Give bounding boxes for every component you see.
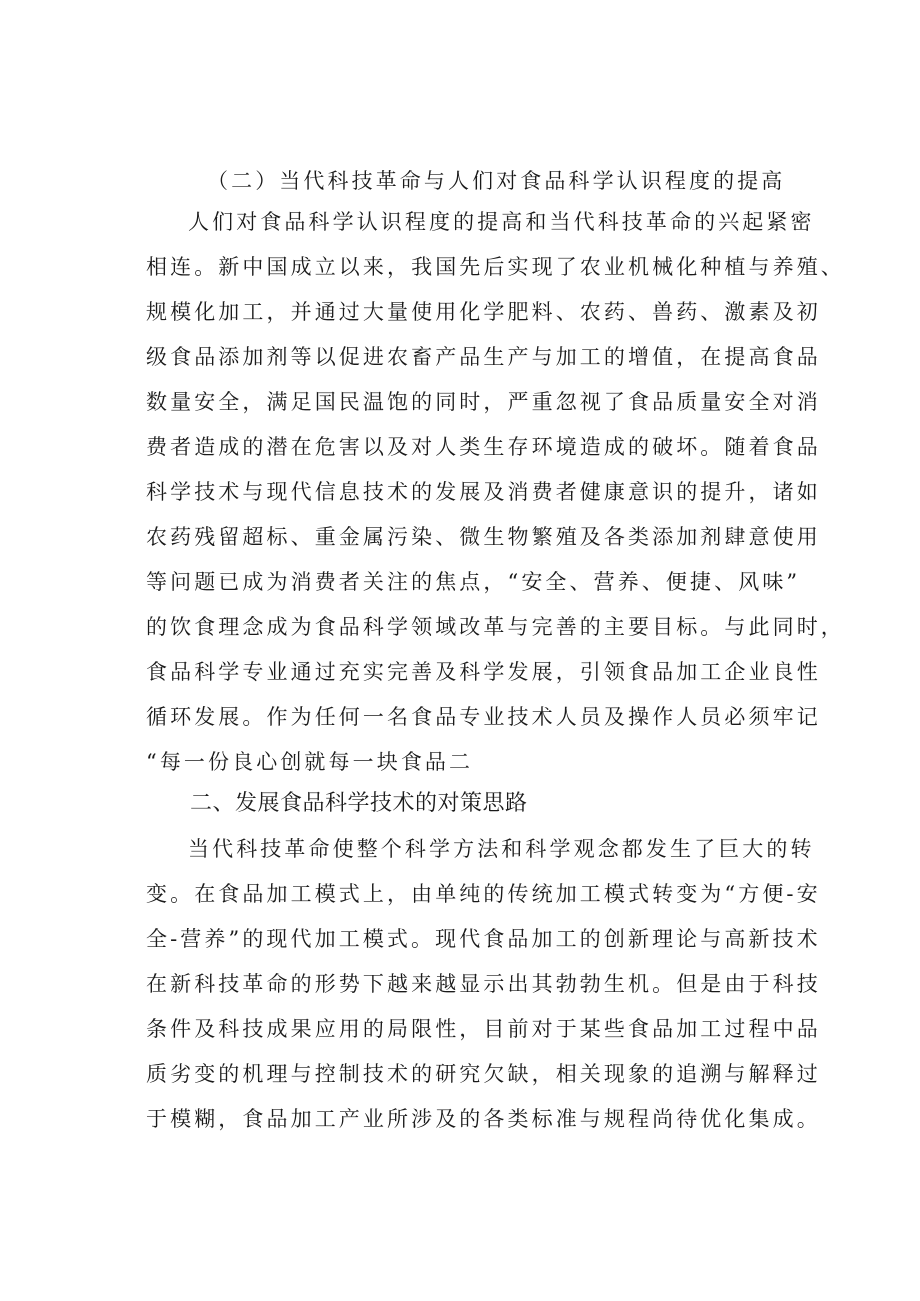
paragraph-line: 相连。新中国成立以来，我国先后实现了农业机械化种植与养殖、 — [146, 255, 845, 279]
paragraph-line: 人们对食品科学认识程度的提高和当代科技革命的兴起紧密 — [188, 210, 815, 234]
paragraph-line: 等问题已成为消费者关注的焦点，“安全、营养、便捷、风味” — [146, 570, 801, 594]
paragraph-line: 科学技术与现代信息技术的发展及消费者健康意识的提升，诸如 — [146, 480, 821, 504]
paragraph-line: 的饮食理念成为食品科学领域改革与完善的主要目标。与此同时， — [146, 615, 845, 639]
paragraph-line: 级食品添加剂等以促进农畜产品生产与加工的增值，在提高食品 — [146, 345, 821, 369]
paragraph-line: 循环发展。作为任何一名食品专业技术人员及操作人员必须牢记 — [146, 705, 821, 729]
section-subheading: （二）当代科技革命与人们对食品科学认识程度的提高 — [207, 169, 786, 193]
paragraph-line: 条件及科技成果应用的局限性，目前对于某些食品加工过程中品 — [146, 1017, 821, 1041]
paragraph-line: 食品科学专业通过充实完善及科学发展，引领食品加工企业良性 — [146, 660, 821, 684]
paragraph-line: 农药残留超标、重金属污染、微生物繁殖及各类添加剂肆意使用 — [146, 525, 821, 549]
paragraph-line: 变。在食品加工模式上，由单纯的传统加工模式转变为“方便-安 — [146, 882, 821, 906]
section-heading: 二、发展食品科学技术的对策思路 — [190, 791, 528, 816]
paragraph-line: 于模糊，食品加工产业所涉及的各类标准与规程尚待优化集成。 — [146, 1107, 821, 1131]
paragraph-line: 当代科技革命使整个科学方法和科学观念都发生了巨大的转 — [188, 837, 815, 861]
paragraph-line: 全-营养”的现代加工模式。现代食品加工的创新理论与高新技术 — [146, 927, 821, 951]
paragraph-line: 质劣变的机理与控制技术的研究欠缺，相关现象的追溯与解释过 — [146, 1062, 821, 1086]
paragraph-line: 规模化加工，并通过大量使用化学肥料、农药、兽药、激素及初 — [146, 300, 821, 324]
paragraph-line: 在新科技革命的形势下越来越显示出其勃勃生机。但是由于科技 — [146, 972, 821, 996]
paragraph-line: 费者造成的潜在危害以及对人类生存环境造成的破坏。随着食品 — [146, 435, 821, 459]
paragraph-line: “每一份良心创就每一块食品二 — [146, 750, 474, 774]
paragraph-line: 数量安全，满足国民温饱的同时，严重忽视了食品质量安全对消 — [146, 390, 821, 414]
